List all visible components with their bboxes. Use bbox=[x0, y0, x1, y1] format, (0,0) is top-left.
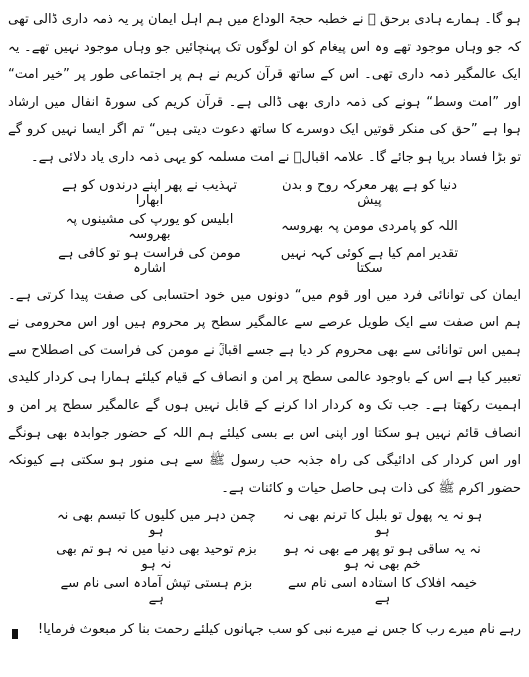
verse-couplet bbox=[8, 540, 521, 574]
closing-line: رہے نام میرے رب کا جس نے میرے نبی کو سب جہانوں کیلئے رحمت بنا کر مبعوث فرمایا! bbox=[37, 622, 521, 638]
verse-first-line: تقدیر امم کیا ہے کوئی کہہ نہیں سکتا bbox=[280, 245, 459, 276]
verse-couplet bbox=[8, 244, 521, 278]
verse-second-line: مومن کی فراست ہو تو کافی ہے اشارہ bbox=[58, 245, 241, 276]
verse-first-line: دنیا کو ہے پھر معرکہ روح و بدن پیش bbox=[281, 177, 458, 208]
verse-second-line: ابلیس کو یورپ کی مشینوں پہ بھروسہ bbox=[65, 211, 234, 242]
verse-second-line: تہذیب نے پھر اپنے درندوں کو ہے ابھارا bbox=[62, 177, 238, 208]
verse-second-line: چمن دہر میں کلیوں کا تبسم بھی نہ ہو bbox=[56, 508, 256, 539]
verse-couplet bbox=[8, 210, 521, 244]
verse-second-line: بزم ہستی تپش آمادہ اسی نام سے ہے bbox=[60, 576, 253, 607]
verse-couplet bbox=[8, 574, 521, 608]
verse-first-line: نہ یہ ساقی ہو تو پھر مے بھی نہ ہو خم بھی نہ ہو bbox=[284, 542, 481, 573]
poetry-block-2 bbox=[8, 506, 521, 608]
poetry-block-1 bbox=[8, 176, 521, 278]
page-marker bbox=[12, 629, 18, 639]
verse-first-line: خیمہ افلاک کا استادہ اسی نام سے ہے bbox=[287, 576, 478, 607]
verse-couplet bbox=[8, 176, 521, 210]
verse-first-line: اللہ کو پامردی مومن پہ بھروسہ bbox=[281, 219, 458, 235]
verse-second-line: بزم توحید بھی دنیا میں نہ ہو تم بھی نہ ہو bbox=[56, 542, 257, 573]
verse-couplet bbox=[8, 506, 521, 540]
verse-first-line: ہو نہ یہ پھول تو بلبل کا ترنم بھی نہ ہو bbox=[282, 508, 483, 539]
body-paragraph-1: ہو گا۔ ہمارے ہادی برحق ﷺ نے خطبہ حجۃ الوداع میں ہم اہل ایمان پر یہ ذمہ داری ڈالی تھی کہ جو وہاں موجود تھے وہ اس پیغام کو ان لوگوں تک پہنچائیں جو وہاں موجود نہیں تھے۔ یہ ایک عالمگیر ذمہ داری تھی۔ اس کے ساتھ قرآن کریم نے ہم پر اجتماعی طور پر ”خیر امت“ اور ”امت وسط“ ہونے کی ذمہ داری بھی ڈالی ہے۔ قرآن کریم کی سورۃ انفال میں ارشاد ہوا ہے ”حق کی منکر قوتیں ایک دوسرے کا ساتھ دعوت دیتی ہیں“ تم اگر ایسا نہیں کرو گے تو بڑا فساد برپا ہو جائے گا۔ علامہ اقبالؒ نے امت مسلمہ کو یہی ذمہ داری یاد دلائی ہے۔ bbox=[8, 12, 521, 165]
body-paragraph-2: ایمان کی توانائی فرد میں اور قوم میں“ دونوں میں خود احتسابی کی صفت پیدا کرتی ہے۔ ہم اس صفت سے ایک طویل عرصے سے عالمگیر سطح پر محروم ہیں اور اس محرومی نے ہمیں اس توانائی سے بھی محروم کر دیا ہے جسے اقبالؒ نے مومن کی فراست کی اصطلاح سے تعبیر کیا ہے اس کے باوجود عالمی سطح پر امن و انصاف کے قیام کیلئے ہمارا ہی کردار کلیدی اہمیت رکھتا ہے۔ جب تک وہ کردار ادا کرنے کے قابل نہیں ہوں گے عالمگیر سطح پر امن و انصاف قائم نہیں ہو سکتا اور اپنی اس بے بسی کیلئے ہم اللہ کے حضور جوابدہ بھی ہونگے اور اس کردار کی ادائیگی کی راہ جذبہ حب رسول ﷺ سے ہی منور ہو سکتی ہے کیونکہ حضور اکرم ﷺ کی ذات ہی حاصل حیات و کائنات ہے۔ bbox=[8, 287, 521, 496]
